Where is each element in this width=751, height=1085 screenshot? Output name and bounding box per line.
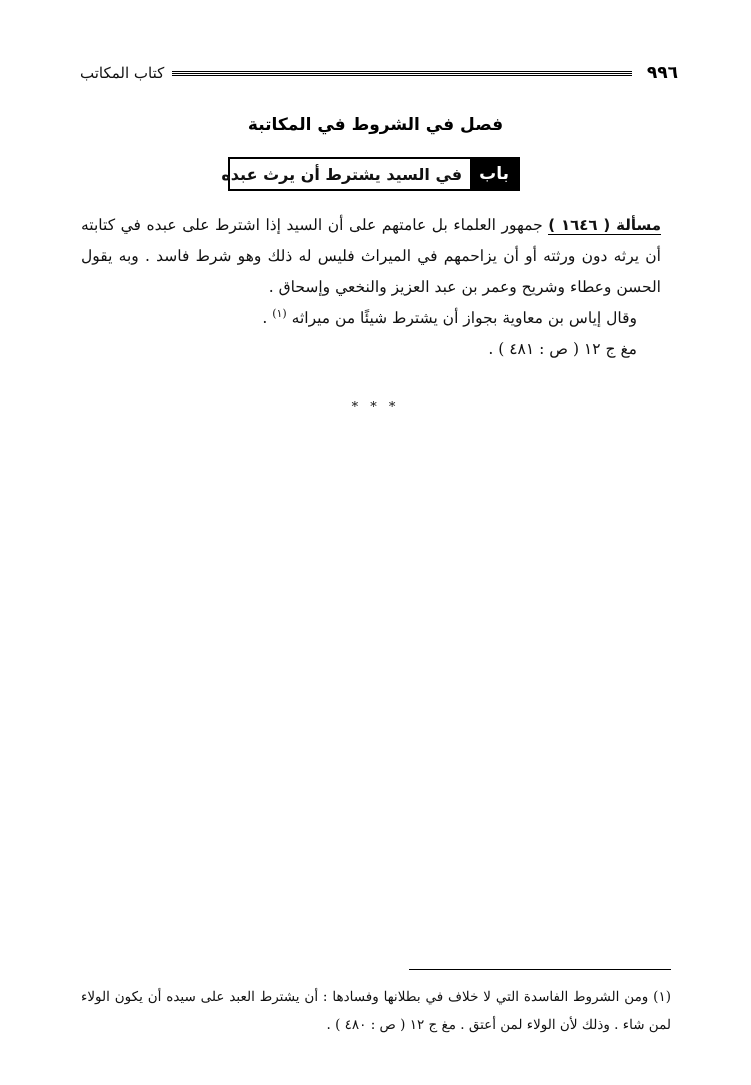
running-header: [80, 62, 678, 88]
chapter-title: في السيد يشترط أن يرث عبده: [221, 164, 463, 184]
section-separator: * * *: [351, 400, 400, 415]
chapter-label: باب: [470, 159, 518, 189]
footnotes: [81, 983, 671, 1039]
header-rule: [172, 71, 632, 76]
paragraph-masala: [81, 210, 661, 303]
footnote-rule: [409, 969, 671, 970]
source-citation: مغ ج ١٢ ( ص : ٤٨١ ) .: [488, 340, 637, 358]
footnote-1: (١) ومن الشروط الفاسدة التي لا خلاف في بطلانها وفسادها : أن يشترط العبد على سيده أن يكون الولاء لمن شاء . وذلك لأن الولاء لمن أعتق . مغ ج ١٢ ( ص : ٤٨٠ ) .: [81, 989, 671, 1033]
paragraph-end: .: [262, 309, 273, 327]
paragraph-text: جمهور العلماء بل عامتهم على أن السيد إذا اشترط على عبده في كتابته أن يرثه دون ورثته أو أن يزاحمهم في الميراث فليس له ذلك وهو شرط فاسد . وبه يقول الحسن وعطاء وشريح وعمر بن عبد العزيز والنخعي وإسحاق .: [81, 216, 661, 296]
paragraph-text: وقال إياس بن معاوية بجواز أن يشترط شيئًا من ميراثه: [291, 309, 637, 327]
book-title: كتاب المكاتب: [80, 64, 165, 82]
page-number: ٩٩٦: [646, 63, 678, 83]
paragraph-iyas: [81, 303, 661, 334]
footnote-marker: (١): [272, 306, 287, 320]
section-heading: فصل في الشروط في المكاتبة: [247, 115, 504, 135]
main-text: [81, 210, 661, 365]
chapter-box: [221, 157, 520, 191]
masala-label: مسألة ( ١٦٤٦ ): [548, 216, 662, 234]
